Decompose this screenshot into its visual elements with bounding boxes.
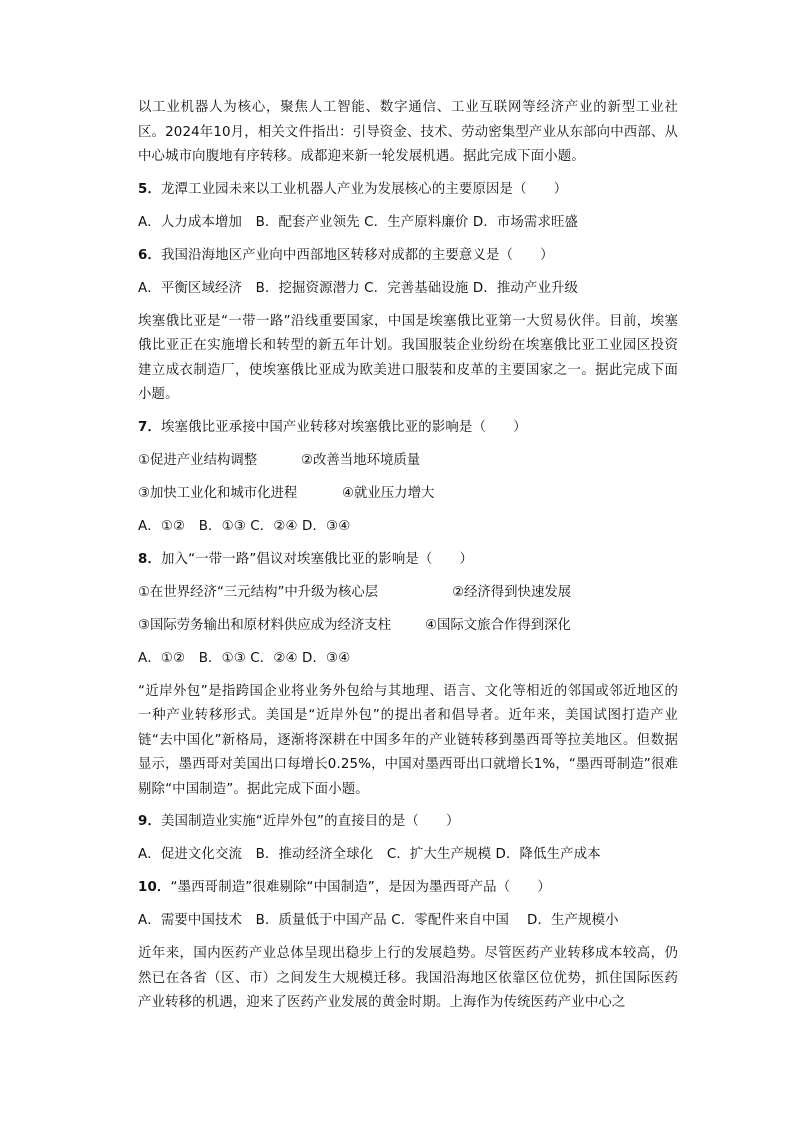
question-8 [138, 548, 678, 572]
question-6-options: A．平衡区域经济 B．挖掘资源潜力 C．完善基础设施 D．推动产业升级 [138, 280, 579, 296]
question-6-number: 6． [138, 247, 162, 263]
question-7-statement-2: ②改善当地环境质量 [301, 452, 421, 468]
question-7-number: 7． [138, 419, 162, 435]
passage-4: 近年来，国内医药产业总体呈现出稳步上行的发展趋势。尽管医药产业转移成本较高，仍然已在各省（区、市）之间发生大规模迁移。我国沿海地区依靠区位优势，抓住国际医药产业转移的机遇，迎来了医药产业发展的黄金时期。上海作为传统医药产业中心之 [138, 946, 678, 1010]
question-7 [138, 416, 678, 440]
question-10-number: 10． [138, 880, 171, 895]
question-8-statement-4: ④国际文旅合作得到深化 [425, 617, 571, 633]
question-8-statements-row-1 [138, 581, 678, 605]
question-7-statement-3: ③加快工业化和城市化进程 [138, 485, 298, 501]
question-8-number: 8． [138, 551, 162, 567]
question-8-statement-3: ③国际劳务输出和原材料供应成为经济支柱 [138, 617, 392, 633]
question-9-options: A．促进文化交流 B．推动经济全球化 C．扩大生产规模 D．降低生产成本 [138, 847, 601, 862]
question-10-stem: “墨西哥制造”很难剔除“中国制造”，是因为墨西哥产品（ ） [170, 880, 551, 895]
question-8-stem: 加入“一带一路”倡议对埃塞俄比亚的影响是（ ） [161, 551, 474, 567]
question-8-statement-1: ①在世界经济“三元结构”中升级为核心层 [138, 584, 379, 600]
question-7-statements-row-1 [138, 449, 678, 473]
question-7-stem: 埃塞俄比亚承接中国产业转移对埃塞俄比亚的影响是（ ） [161, 419, 527, 435]
passage-3: “近岸外包”是指跨国企业将业务外包给与其地理、语言、文化等相近的邻国或邻近地区的一种产业转移形式。美国是“近岸外包”的提出者和倡导者。近年来，美国试图打造产业链“去中国化”新格局，逐渐将深耕在中国多年的产业链转移到墨西哥等拉美地区。但数据显示，墨西哥对美国出口每增长0.25%，中国对墨西哥出口就增长1%，“墨西哥制造”很难剔除“中国制造”。据此完成下面小题。 [138, 683, 678, 797]
question-7-options: A．①② B．①③ C．②④ D．③④ [138, 518, 351, 534]
passage-2: 埃塞俄比亚是“一带一路”沿线重要国家，中国是埃塞俄比亚第一大贸易伙伴。目前，埃塞俄比亚正在实施增长和转型的新五年计划。我国服装企业纷纷在埃塞俄比亚工业园区投资建立成衣制造厂，使埃塞俄比亚成为欧美进口服装和皮革的主要国家之一。据此完成下面小题。 [138, 313, 678, 402]
question-9-stem: 美国制造业实施“近岸外包”的直接目的是（ ） [161, 814, 460, 829]
question-5-stem: 龙潭工业园未来以工业机器人产业为发展核心的主要原因是（ ） [161, 181, 568, 197]
question-7-statement-4: ④就业压力增大 [342, 485, 435, 501]
question-5-options: A．人力成本增加 B．配套产业领先 C．生产原料廉价 D．市场需求旺盛 [138, 214, 579, 230]
question-10 [138, 876, 678, 900]
question-8-statements-row-2 [138, 614, 678, 638]
passage-1-continued: 以工业机器人为核心，聚焦人工智能、数字通信、工业互联网等经济产业的新型工业社区。2024年10月，相关文件指出：引导资金、技术、劳动密集型产业从东部向中西部、从中心城市向腹地有序转移。成都迎来新一轮发展机遇。据此完成下面小题。 [138, 100, 678, 164]
question-9 [138, 810, 678, 834]
question-10-options: A．需要中国技术 B．质量低于中国产品 C．零配件来自中国 D．生产规模小 [138, 913, 619, 928]
question-8-options: A．①② B．①③ C．②④ D．③④ [138, 650, 351, 666]
document-content [138, 96, 678, 1024]
question-6-stem: 我国沿海地区产业向中西部地区转移对成都的主要意义是（ ） [161, 247, 554, 263]
question-6 [138, 244, 678, 268]
question-7-statements-row-2 [138, 482, 678, 506]
question-8-statement-2: ②经济得到快速发展 [452, 584, 572, 600]
question-9-number: 9． [138, 814, 162, 829]
question-5-number: 5． [138, 181, 162, 197]
question-5 [138, 178, 678, 202]
question-7-statement-1: ①促进产业结构调整 [138, 452, 258, 468]
